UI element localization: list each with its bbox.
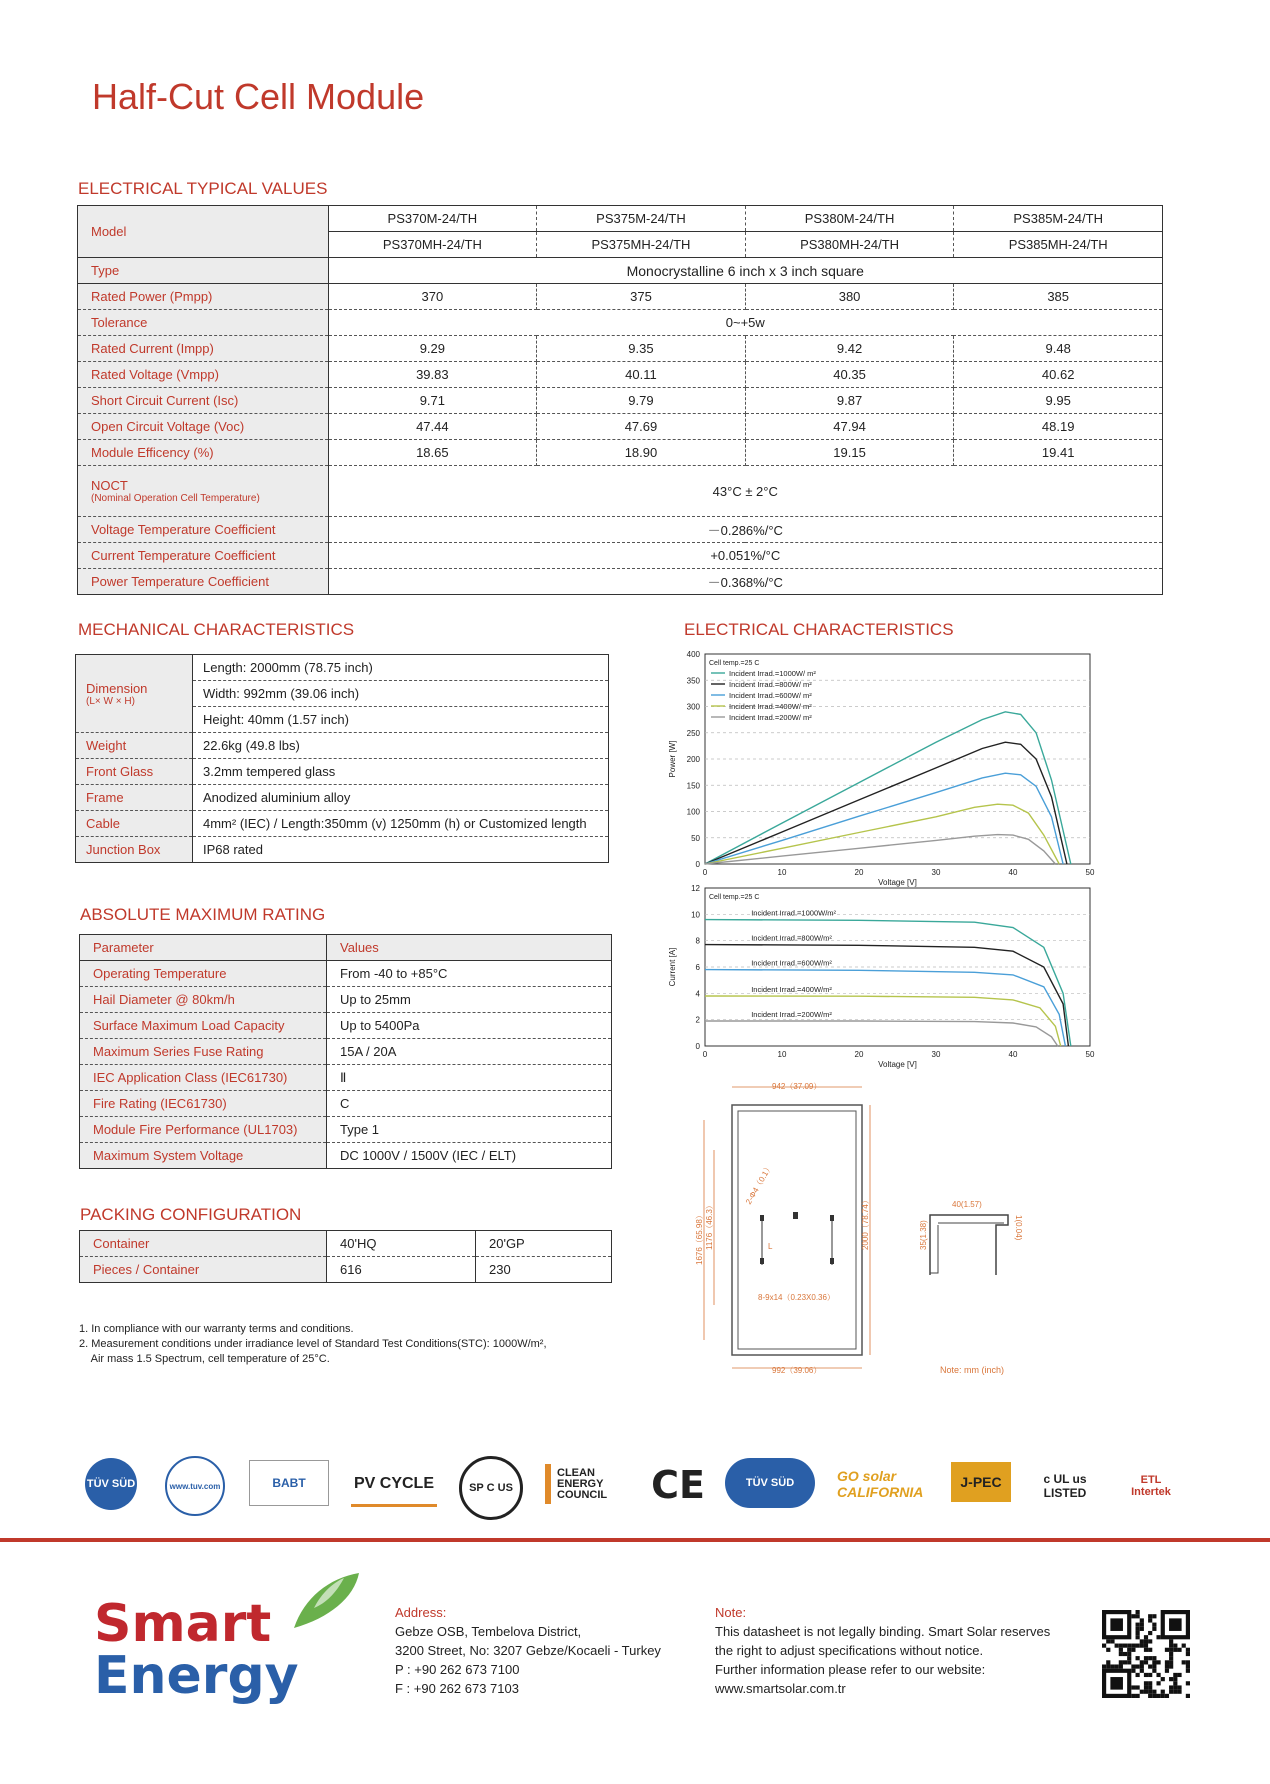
slot-label: 8-9x14（0.23X0.36）	[758, 1293, 835, 1302]
series-line	[705, 1021, 1058, 1046]
y-tick-label: 150	[686, 781, 700, 791]
note-heading: Note:	[715, 1605, 747, 1620]
electrical-typical-table	[77, 205, 1163, 595]
value-cell: 19.15	[745, 440, 954, 466]
ul-listed-logo: c UL us LISTED	[1043, 1472, 1087, 1500]
dimension-label: Dimension	[86, 680, 148, 696]
value-cell: 47.44	[328, 414, 537, 440]
value-cell: 4mm² (IEC) / Length:350mm (v) 1250mm (h) or Customized length	[193, 811, 609, 837]
value-cell: 22.6kg (49.8 lbs)	[193, 733, 609, 759]
model-label: Model	[78, 206, 329, 258]
value-cell: Ⅱ	[327, 1065, 612, 1091]
row-label: Front Glass	[76, 759, 193, 785]
model-cell: PS380MH-24/TH	[745, 232, 954, 258]
y-tick-label: 6	[695, 963, 700, 972]
csa-logo: SP C US	[459, 1456, 523, 1520]
row-label: Rated Voltage (Vmpp)	[78, 362, 329, 388]
x-axis-label: Voltage [V]	[878, 1060, 917, 1069]
x-tick-label: 40	[1008, 868, 1018, 877]
value-cell: Length: 2000mm (78.75 inch)	[193, 655, 609, 681]
row-label: Surface Maximum Load Capacity	[80, 1013, 327, 1039]
y-tick-label: 100	[686, 807, 700, 817]
model-cell: PS370M-24/TH	[328, 206, 537, 232]
packing-table	[79, 1230, 612, 1283]
note-line: the right to adjust specifications without notice.	[715, 1643, 984, 1658]
y-tick-label: 12	[691, 884, 700, 893]
address-block	[395, 1603, 661, 1698]
row-label: Current Temperature Coefficient	[78, 543, 329, 569]
model-cell: PS375MH-24/TH	[537, 232, 746, 258]
jpec-logo: J-PEC	[951, 1462, 1011, 1502]
junction-box-left	[760, 1215, 764, 1221]
x-axis-label: Voltage [V]	[878, 878, 917, 887]
value-cell: 385	[954, 284, 1163, 310]
x-tick-label: 20	[854, 868, 864, 877]
legend-label: Incident Irrad.=600W/ m²	[729, 691, 812, 700]
ce-mark: CE	[651, 1463, 705, 1507]
model-cell: PS380M-24/TH	[745, 206, 954, 232]
value-cell: Up to 5400Pa	[327, 1013, 612, 1039]
header-cell: Parameter	[80, 935, 327, 961]
page-title: Half-Cut Cell Module	[92, 76, 425, 117]
website-link[interactable]: www.smartsolar.com.tr	[715, 1681, 846, 1696]
span-value: 0~+5w	[328, 310, 1162, 336]
value-cell: 370	[328, 284, 537, 310]
address-line: 3200 Street, No: 3207 Gebze/Kocaeli - Turkey	[395, 1643, 661, 1658]
footnotes	[79, 1322, 547, 1367]
footnote: 1. In compliance with our warranty terms and conditions.	[79, 1323, 354, 1335]
value-cell: 9.87	[745, 388, 954, 414]
noct-sub: (Nominal Operation Cell Temperature)	[91, 493, 260, 504]
x-tick-label: 50	[1085, 868, 1095, 877]
value-cell: 48.19	[954, 414, 1163, 440]
value-cell: 9.35	[537, 336, 746, 362]
address-heading: Address:	[395, 1605, 447, 1620]
frame-profile	[930, 1215, 1008, 1275]
row-label: Module Fire Performance (UL1703)	[80, 1117, 327, 1143]
x-tick-label: 50	[1085, 1050, 1095, 1059]
value-cell: 19.41	[954, 440, 1163, 466]
legend-label: Incident Irrad.=800W/ m²	[729, 680, 812, 689]
y-tick-label: 350	[686, 676, 700, 686]
x-tick-label: 20	[854, 1050, 864, 1059]
model-cell: PS370MH-24/TH	[328, 232, 537, 258]
row-label: Fire Rating (IEC61730)	[80, 1091, 327, 1117]
note-block	[715, 1603, 1050, 1698]
row-label: Maximum System Voltage	[80, 1143, 327, 1169]
left-dim1-label: 1676（65.98）	[695, 1211, 704, 1265]
absolute-table	[79, 934, 612, 1169]
value-cell: 9.95	[954, 388, 1163, 414]
value-cell: Height: 40mm (1.57 inch)	[193, 707, 609, 733]
x-tick-label: 30	[931, 868, 941, 877]
series-line	[705, 835, 1055, 864]
power-voltage-chart	[660, 648, 1100, 888]
y-tick-label: 50	[691, 833, 700, 843]
side-right-label: 1(0.04)	[1014, 1215, 1023, 1241]
noct-cell	[78, 466, 329, 517]
value-cell: 40.11	[537, 362, 746, 388]
x-tick-label: 10	[777, 1050, 787, 1059]
noct-value: 43°C ± 2°C	[328, 466, 1162, 517]
module-dimension-drawing	[690, 1075, 1080, 1380]
header-cell: Values	[327, 935, 612, 961]
address-line: F : +90 262 673 7103	[395, 1681, 519, 1696]
x-tick-label: 0	[702, 1050, 708, 1059]
row-label: IEC Application Class (IEC61730)	[80, 1065, 327, 1091]
type-label: Type	[78, 258, 329, 284]
section-heading-electrical-typical: ELECTRICAL TYPICAL VALUES	[78, 179, 328, 198]
junction-box-center	[793, 1212, 798, 1219]
row-label: Operating Temperature	[80, 961, 327, 987]
hole-label: 2-Φ4（0.1）	[743, 1162, 775, 1206]
legend-label: Incident Irrad.=400W/ m²	[729, 702, 812, 711]
value-cell: C	[327, 1091, 612, 1117]
y-tick-label: 200	[686, 755, 700, 764]
series-label: Incident Irrad.=200W/m²	[751, 1009, 832, 1019]
tuv-sud-logo: TÜV SÜD	[85, 1458, 137, 1510]
note-line: This datasheet is not legally binding. Smart Solar reserves	[715, 1624, 1051, 1639]
value-cell: 40.62	[954, 362, 1163, 388]
row-label: Open Circuit Voltage (Voc)	[78, 414, 329, 440]
row-label: Hail Diameter @ 80km/h	[80, 987, 327, 1013]
x-tick-label: 10	[777, 868, 787, 877]
module-inner-frame	[738, 1111, 856, 1349]
value-cell: Anodized aluminium alloy	[193, 785, 609, 811]
cell-temp-label: Cell temp.=25 C	[709, 894, 760, 901]
legend-label: Incident Irrad.=200W/ m²	[729, 713, 812, 722]
y-tick-label: 8	[695, 936, 700, 946]
value-cell: 47.94	[745, 414, 954, 440]
section-heading-absolute: ABSOLUTE MAXIMUM RATING	[80, 905, 326, 924]
row-label: Frame	[76, 785, 193, 811]
series-line	[705, 970, 1065, 1046]
leaf-icon	[284, 1568, 364, 1638]
dimension-sub: (L× W × H)	[86, 695, 135, 707]
section-heading-packing: PACKING CONFIGURATION	[80, 1205, 302, 1224]
value-cell: IP68 rated	[203, 842, 263, 857]
certification-logos	[85, 1450, 1195, 1520]
value-cell: 9.48	[954, 336, 1163, 362]
type-value: Monocrystalline 6 inch x 3 inch square	[328, 258, 1162, 284]
y-tick-label: 250	[686, 728, 700, 738]
etl-intertek-logo: ETL Intertek	[1131, 1474, 1171, 1498]
row-label: Junction Box	[76, 837, 193, 863]
top-width-label: 942（37.09）	[772, 1082, 822, 1091]
value-cell: 47.69	[537, 414, 746, 440]
row-label: Rated Current (Impp)	[78, 336, 329, 362]
value-cell: 40'HQ	[327, 1231, 476, 1257]
footnote: Air mass 1.5 Spectrum, cell temperature of 25°C.	[79, 1353, 330, 1365]
span-value: +0.051%/°C	[328, 543, 1162, 569]
row-label: Tolerance	[78, 310, 329, 336]
y-axis-label: Current [A]	[668, 947, 677, 987]
tuv-sud-logo-2: TÜV SÜD	[725, 1458, 815, 1508]
footnote: 2. Measurement conditions under irradiance level of Standard Test Conditions(STC): 1000W/m²,	[79, 1338, 547, 1350]
value-cell: 375	[537, 284, 746, 310]
series-line	[705, 773, 1063, 864]
dimension-cell	[76, 655, 193, 733]
brand-logo	[94, 1594, 299, 1706]
row-label: Module Efficency (%)	[78, 440, 329, 466]
row-label: Maximum Series Fuse Rating	[80, 1039, 327, 1065]
height-label: 2000（78.74）	[861, 1196, 870, 1250]
series-label: Incident Irrad.=600W/m²	[751, 958, 832, 968]
value-cell: 18.90	[537, 440, 746, 466]
value-cell: 18.65	[328, 440, 537, 466]
section-heading-electrical-characteristics: ELECTRICAL CHARACTERISTICS	[684, 620, 954, 639]
go-solar-california-logo: GO solar CALIFORNIA	[837, 1468, 924, 1500]
row-label: Rated Power (Pmpp)	[78, 284, 329, 310]
y-tick-label: 2	[695, 1015, 700, 1025]
current-voltage-chart	[660, 882, 1100, 1070]
value-cell: 39.83	[328, 362, 537, 388]
value-cell: Width: 992mm (39.06 inch)	[193, 681, 609, 707]
value-cell: 20'GP	[476, 1231, 612, 1257]
babt-logo: BABT	[249, 1460, 329, 1506]
y-tick-label: 10	[691, 910, 700, 920]
series-label: Incident Irrad.=1000W/m²	[751, 908, 837, 918]
address-line: P : +90 262 673 7100	[395, 1662, 520, 1677]
value-cell: 9.79	[537, 388, 746, 414]
row-label: Short Circuit Current (Isc)	[78, 388, 329, 414]
span-value: －0.368%/°C	[707, 575, 783, 590]
series-label: Incident Irrad.=800W/m²	[751, 933, 832, 943]
note-line: Further information please refer to our website:	[715, 1662, 986, 1677]
value-cell: 40.35	[745, 362, 954, 388]
x-tick-label: 40	[1008, 1050, 1018, 1059]
row-label: Cable	[76, 811, 193, 837]
qr-code-icon[interactable]	[1102, 1610, 1190, 1698]
side-top-label: 40(1.57)	[952, 1200, 982, 1209]
y-tick-label: 4	[695, 989, 700, 999]
series-line	[705, 804, 1059, 864]
value-cell: From -40 to +85°C	[327, 961, 612, 987]
drawing-note: Note: mm (inch)	[940, 1365, 1005, 1375]
span-value: －0.286%/°C	[328, 517, 1162, 543]
left-dim2-label: 1176（46.3）	[705, 1201, 714, 1250]
bottom-width-label: 992（39.06）	[772, 1366, 822, 1375]
row-label: Pieces / Container	[80, 1257, 327, 1283]
value-cell: 9.42	[745, 336, 954, 362]
row-label: Voltage Temperature Coefficient	[78, 517, 329, 543]
cell-temp-label: Cell temp.=25 C	[709, 660, 760, 667]
noct-label: NOCT	[91, 478, 128, 493]
clean-energy-council-logo: CLEAN ENERGY COUNCIL	[545, 1464, 635, 1504]
value-cell: 3.2mm tempered glass	[193, 759, 609, 785]
x-tick-label: 0	[702, 868, 708, 877]
value-cell: Up to 25mm	[327, 987, 612, 1013]
value-cell: 616	[327, 1257, 476, 1283]
mechanical-table	[75, 654, 609, 863]
l-label: L	[768, 1242, 773, 1251]
model-cell: PS385MH-24/TH	[954, 232, 1163, 258]
y-tick-label: 300	[686, 702, 700, 712]
section-heading-mechanical: MECHANICAL CHARACTERISTICS	[78, 620, 355, 639]
module-outline	[732, 1105, 862, 1355]
value-cell: 9.29	[328, 336, 537, 362]
row-label: Container	[80, 1231, 327, 1257]
model-cell: PS375M-24/TH	[537, 206, 746, 232]
y-tick-label: 0	[695, 860, 700, 869]
x-tick-label: 30	[931, 1050, 941, 1059]
value-cell: 9.71	[328, 388, 537, 414]
row-label: Power Temperature Coefficient	[78, 569, 329, 595]
value-cell: 15A / 20A	[327, 1039, 612, 1065]
brand-line-1: Smart	[94, 1594, 272, 1654]
footer-divider	[0, 1538, 1270, 1542]
series-label: Incident Irrad.=400W/m²	[751, 984, 832, 994]
side-left-label: 35(1.38)	[919, 1220, 928, 1250]
value-cell: DC 1000V / 1500V (IEC / ELT)	[340, 1148, 517, 1163]
tuv-rheinland-logo: www.tuv.com	[165, 1456, 225, 1516]
pv-cycle-logo: PV CYCLE	[351, 1464, 437, 1507]
address-line: Gebze OSB, Tembelova District,	[395, 1624, 582, 1639]
value-cell: 380	[745, 284, 954, 310]
value-cell: Type 1	[327, 1117, 612, 1143]
y-axis-label: Power [W]	[668, 740, 677, 778]
junction-box-right	[830, 1215, 834, 1221]
legend-label: Incident Irrad.=1000W/ m²	[729, 669, 816, 678]
row-label: Weight	[76, 733, 193, 759]
model-cell: PS385M-24/TH	[954, 206, 1163, 232]
brand-line-2: Energy	[94, 1646, 299, 1706]
y-tick-label: 400	[686, 650, 700, 659]
value-cell: 230	[489, 1262, 511, 1277]
y-tick-label: 0	[695, 1042, 700, 1051]
